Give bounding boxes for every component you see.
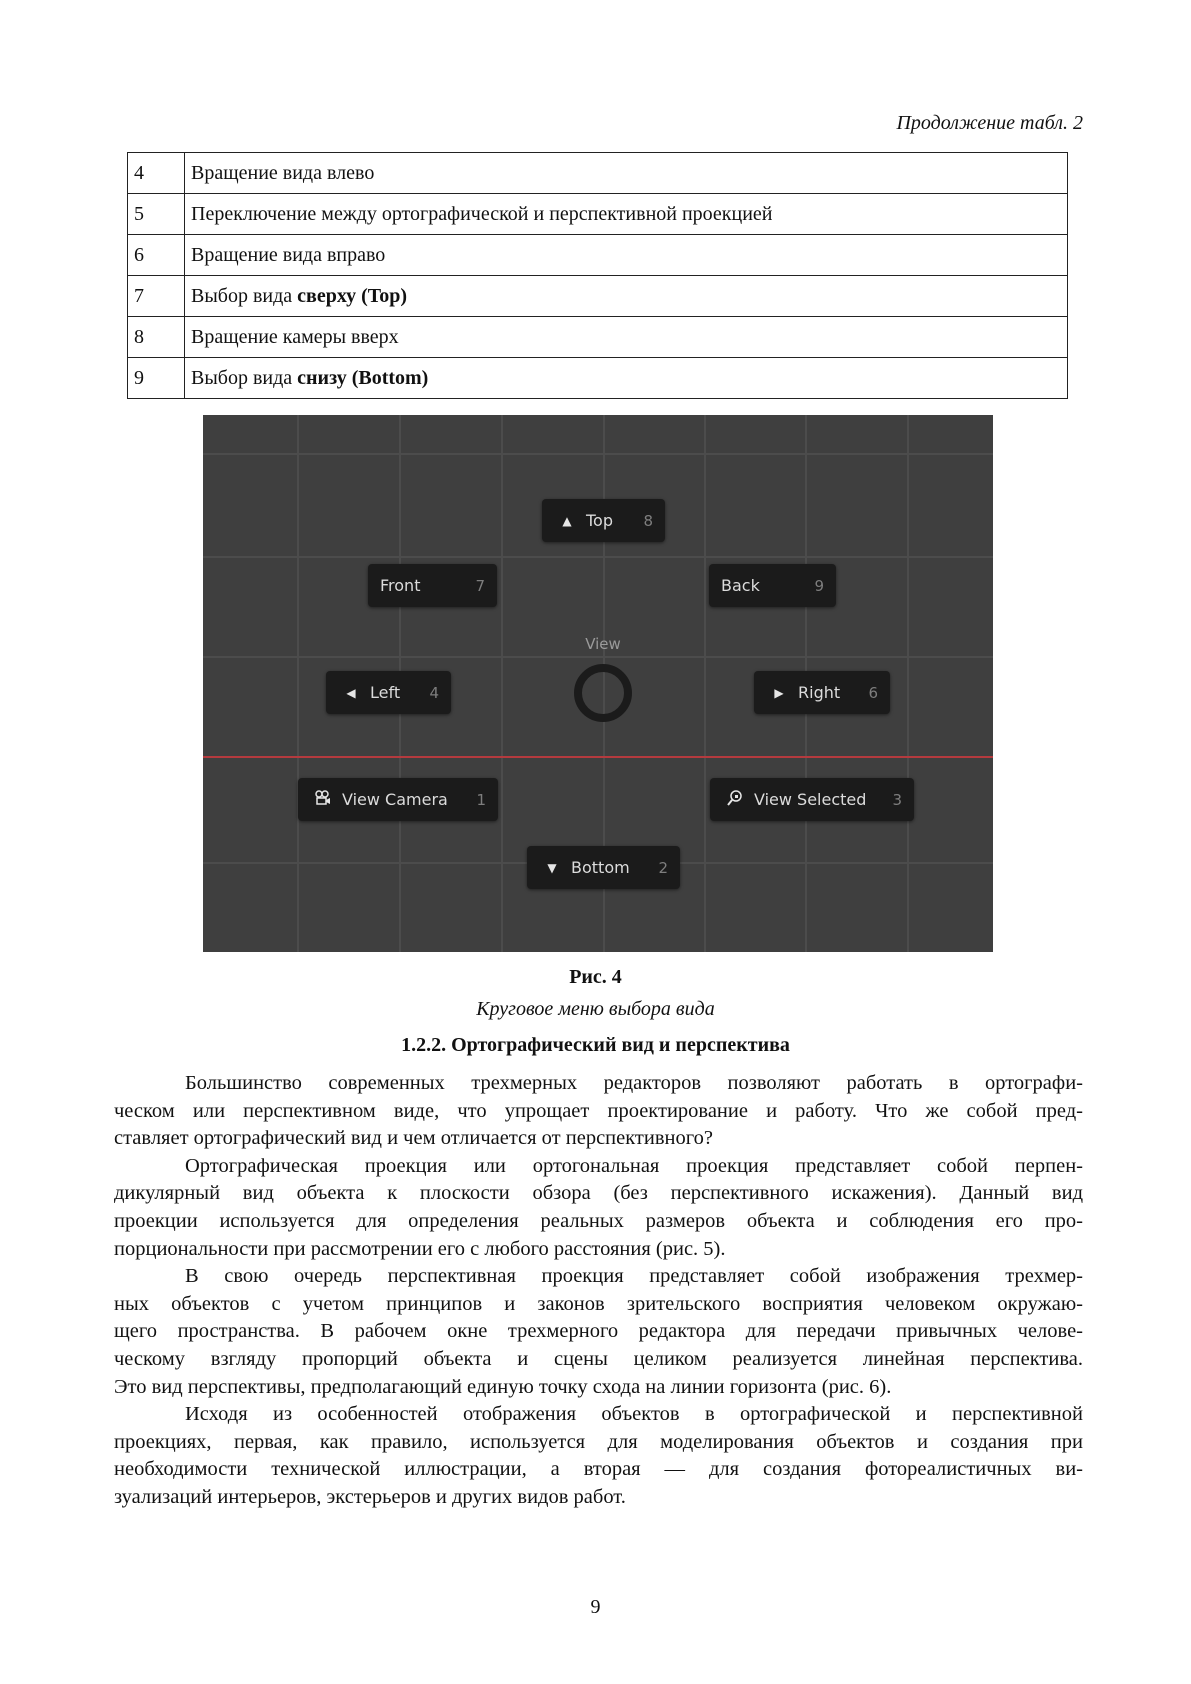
row-text-plain: Выбор вида — [191, 284, 298, 307]
view-back-button[interactable] — [709, 564, 836, 607]
row-text-bold: снизу (Bottom) — [297, 366, 429, 389]
row-number: 8 — [128, 317, 185, 358]
grid-line — [501, 415, 503, 952]
row-text-plain: Переключение между ортографической и перспективной проекцией — [191, 202, 773, 225]
button-label: Bottom — [571, 858, 630, 877]
grid-line — [704, 415, 706, 952]
pie-center-ring — [574, 664, 632, 722]
page-number: 9 — [590, 1596, 601, 1618]
grid-line — [907, 415, 909, 952]
shortcut-key: 8 — [643, 511, 653, 530]
table-row — [128, 153, 1068, 194]
shortcut-key: 7 — [475, 576, 485, 595]
text-line: щего пространства. В рабочем окне трехмерного редактора для передачи привычных челове- — [114, 1320, 1083, 1343]
table-row — [128, 358, 1068, 399]
row-text-plain: Вращение вида влево — [191, 161, 375, 184]
view-left-button[interactable] — [326, 671, 451, 714]
row-text — [185, 317, 1068, 358]
text-line: необходимости технической иллюстрации, а вторая — для создания фотореалистичных ви- — [114, 1458, 1083, 1481]
table-row — [128, 194, 1068, 235]
text-line: проекциях, первая, как правило, используется для моделирования объектов и создания при — [114, 1430, 1083, 1453]
text-line: ставляет ортографический вид и чем отличается от перспективного? — [114, 1127, 714, 1150]
shortcut-key: 9 — [814, 576, 824, 595]
shortcut-key: 1 — [476, 790, 486, 809]
row-text — [185, 358, 1068, 399]
text-line: Большинство современных трехмерных редакторов позволяют работать в ортографи- — [185, 1072, 1083, 1094]
body-text — [114, 1070, 1083, 1512]
view-front-button[interactable] — [368, 564, 497, 607]
shortcut-key: 6 — [868, 683, 878, 702]
triangle-down-icon: ▼ — [547, 860, 557, 875]
button-label: Left — [370, 683, 401, 702]
row-number: 7 — [128, 276, 185, 317]
figure-number: Рис. 4 — [569, 966, 622, 988]
text-line: В свою очередь перспективная проекция представляет собой изображения трехмер- — [185, 1265, 1083, 1288]
button-label: Front — [380, 576, 421, 595]
view-pie-menu-screenshot — [203, 415, 993, 952]
text-line: порциональности при рассмотрении его с любого расстояния (рис. 5). — [114, 1237, 726, 1260]
x-axis-line — [203, 756, 993, 758]
text-line: Ортографическая проекция или ортогональная проекция представляет собой перпен- — [185, 1154, 1083, 1177]
text-line: Это вид перспективы, предполагающий единую точку схода на линии горизонта (рис. 6). — [114, 1375, 892, 1398]
button-label: Right — [798, 683, 841, 702]
text-line: ческом или перспективном виде, что упрощает проектирование и работу. Что же собой пред- — [114, 1099, 1083, 1122]
row-text — [185, 276, 1068, 317]
view-selected-button[interactable] — [710, 778, 914, 821]
button-label: Top — [586, 511, 613, 530]
pie-menu-title: View — [585, 635, 621, 653]
table-row — [128, 235, 1068, 276]
text-line: дикулярный вид объекта к плоскости обзора (без перспективного искажения). Данный вид — [114, 1182, 1083, 1205]
view-bottom-button[interactable] — [527, 846, 680, 889]
shortcut-key: 4 — [429, 683, 439, 702]
grid-line — [297, 415, 299, 952]
view-top-button[interactable] — [542, 499, 665, 542]
row-number: 4 — [128, 153, 185, 194]
row-text-bold: сверху (Top) — [297, 284, 408, 307]
grid-line — [203, 453, 993, 455]
button-label: View Camera — [342, 790, 448, 809]
text-line: проекции используется для определения реальных размеров объекта и соблюдения его про- — [114, 1209, 1083, 1232]
triangle-up-icon: ▲ — [562, 513, 572, 528]
row-number: 6 — [128, 235, 185, 276]
button-label: Back — [721, 576, 760, 595]
shortcut-key: 2 — [658, 858, 668, 877]
row-number: 9 — [128, 358, 185, 399]
camera-icon — [314, 789, 332, 810]
row-text — [185, 235, 1068, 276]
grid-line — [203, 556, 993, 558]
triangle-left-icon: ◀ — [346, 685, 356, 700]
view-right-button[interactable] — [754, 671, 890, 714]
grid-line — [203, 656, 993, 658]
text-line: Исходя из особенностей отображения объектов в ортографической и перспективной — [185, 1403, 1083, 1426]
row-text-plain: Вращение камеры вверх — [191, 325, 399, 348]
figure-caption: Круговое меню выбора вида — [476, 998, 715, 1020]
row-text — [185, 194, 1068, 235]
table-continuation-label: Продолжение табл. 2 — [896, 112, 1083, 134]
text-line: зуализаций интерьеров, экстерьеров и других видов работ. — [114, 1485, 626, 1508]
row-number: 5 — [128, 194, 185, 235]
triangle-right-icon: ▶ — [774, 685, 784, 700]
row-text-plain: Вращение вида вправо — [191, 243, 386, 266]
shortcut-key: 3 — [892, 790, 902, 809]
zoom-selected-icon — [726, 789, 744, 810]
shortcut-table — [127, 152, 1068, 399]
row-text — [185, 153, 1068, 194]
table-row — [128, 317, 1068, 358]
row-text-plain: Выбор вида — [191, 366, 298, 389]
text-line: ных объектов с учетом принципов и законов зрительского восприятия человеком окружаю- — [114, 1292, 1083, 1315]
text-line: ческому взгляду пропорций объекта и сцены целиком реализуется линейная перспектива. — [114, 1347, 1083, 1370]
view-camera-button[interactable] — [298, 778, 498, 821]
button-label: View Selected — [754, 790, 867, 809]
section-heading: 1.2.2. Ортографический вид и перспектива — [401, 1034, 790, 1056]
table-row — [128, 276, 1068, 317]
